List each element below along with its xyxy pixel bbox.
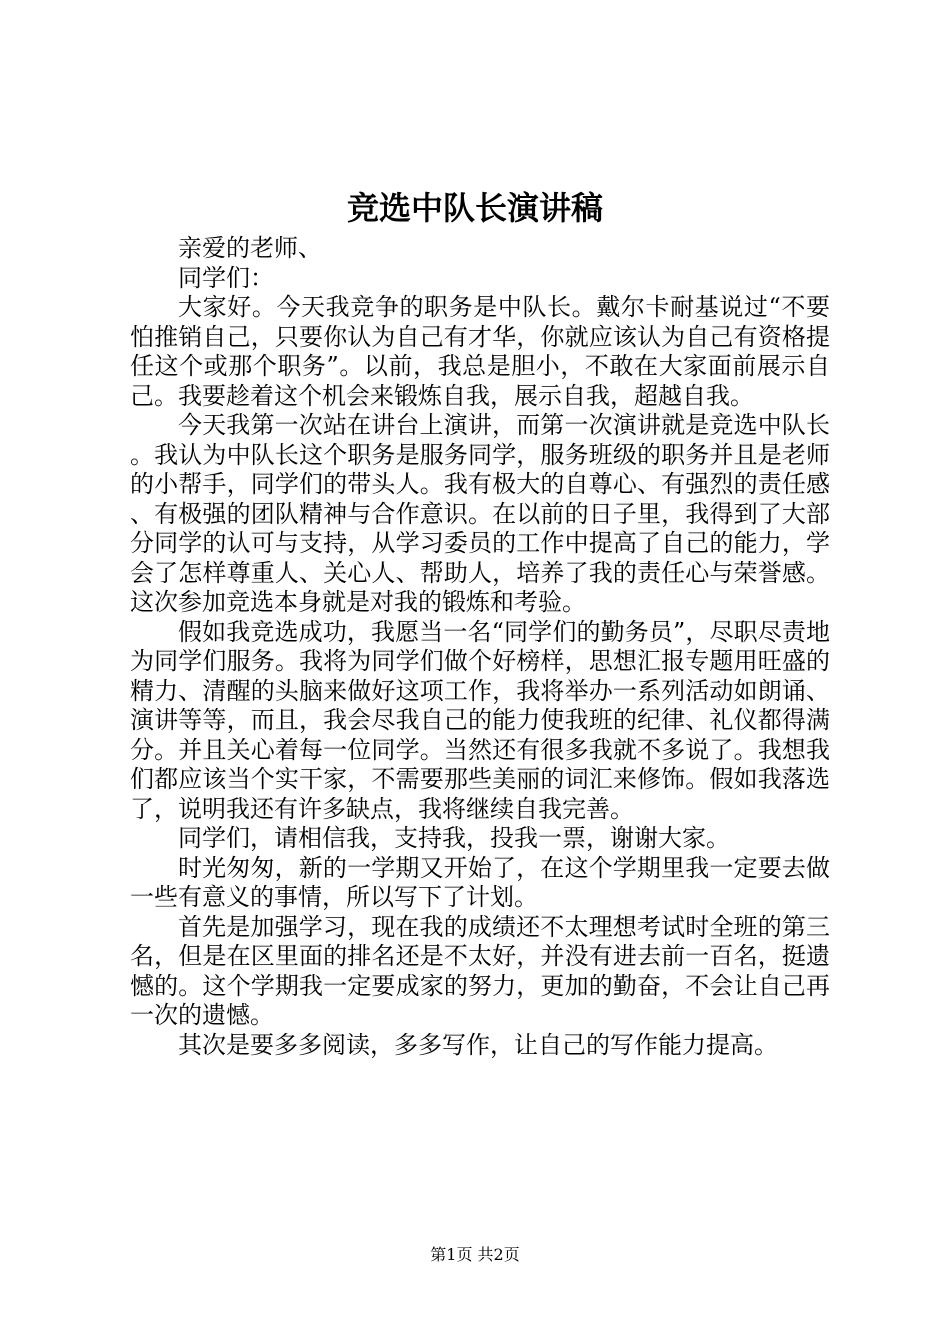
paragraph: 时光匆匆，新的一学期又开始了，在这个学期里我一定要去做一些有意义的事情，所以写下了计划。: [130, 853, 830, 911]
paragraph: 同学们，请相信我，支持我，投我一票，谢谢大家。: [178, 824, 730, 852]
paragraph: 其次是要多多阅读，多多写作，让自己的写作能力提高。: [178, 1030, 778, 1059]
document-body: [130, 234, 830, 1060]
paragraph: 今天我第一次站在讲台上演讲，而第一次演讲就是竞选中队长。我认为中队长这个职务是服务同学，服务班级的职务并且是老师的小帮手，同学们的带头人。我有极大的自尊心、有强烈的责任感、有极强的团队精神与合作意识。在以前的日子里，我得到了大部分同学的认可与支持，从学习委员的工作中提高了自己的能力，学会了怎样尊重人、关心人、帮助人，培养了我的责任心与荣誉感。这次参加竞选本身就是对我的锻炼和考验。: [130, 411, 830, 616]
paragraph: 首先是加强学习，现在我的成绩还不太理想考试时全班的第三名，但是在区里面的排名还是不太好，并没有进去前一百名，挺遗憾的。这个学期我一定要成家的努力，更加的勤奋，不会让自己再一次的遗憾。: [130, 912, 830, 1029]
paragraph: 大家好。今天我竞争的职务是中队长。戴尔卡耐基说过“不要怕推销自己，只要你认为自己有才华，你就应该认为自己有资格提任这个或那个职务”。以前，我总是胆小，不敢在大家面前展示自己。我要趁着这个机会来锻炼自我，展示自我，超越自我。: [130, 293, 830, 410]
salutation-line-2: 同学们：: [178, 263, 274, 292]
page-number-footer: 第1页 共2页: [430, 1245, 520, 1264]
paragraph: 假如我竞选成功，我愿当一名“同学们的勤务员”，尽职尽责地为同学们服务。我将为同学们做个好榜样，思想汇报专题用旺盛的精力、清醒的头脑来做好这项工作，我将举办一系列活动如朗诵、演讲等等，而且，我会尽我自己的能力使我班的纪律、礼仪都得满分。并且关心着每一位同学。当然还有很多我就不多说了。我想我们都应该当个实干家，不需要那些美丽的词汇来修饰。假如我落选了，说明我还有许多缺点，我将继续自我完善。: [130, 617, 830, 823]
salutation-line-1: 亲爱的老师、: [178, 234, 322, 262]
document-title: 竞选中队长演讲稿: [346, 189, 603, 227]
